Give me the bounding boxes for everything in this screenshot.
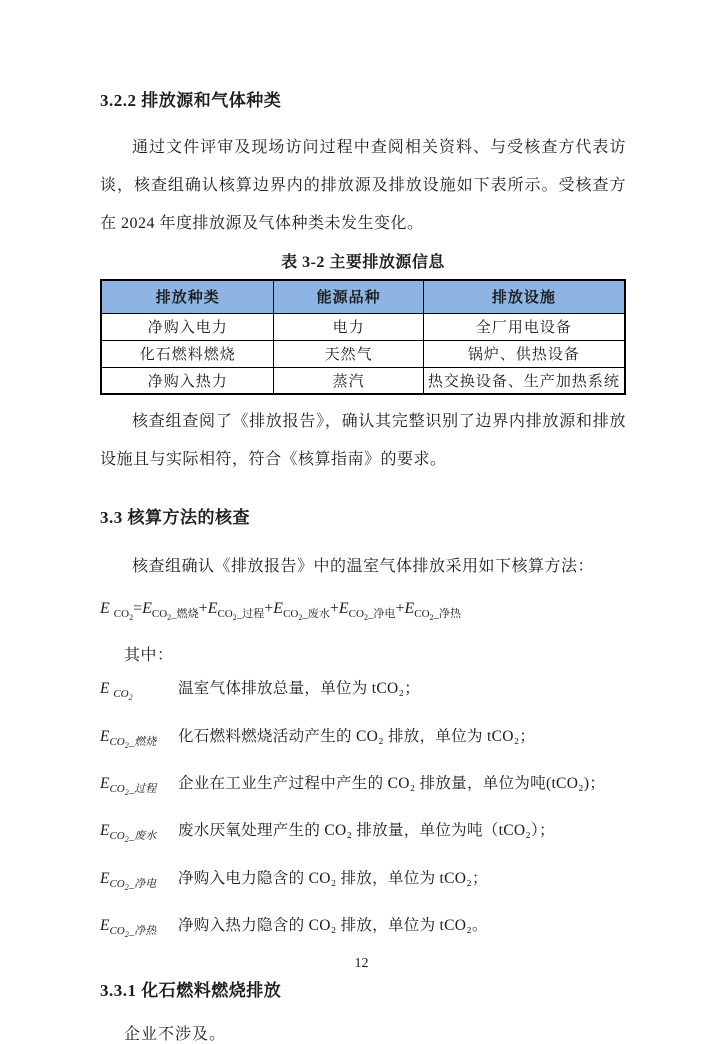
definition-symbol	[100, 723, 178, 759]
formula-symbol-subscript: CO2_净电	[348, 608, 396, 623]
page-number: 12	[354, 956, 369, 971]
table-header-cell: 能源品种	[274, 280, 423, 313]
formula-symbol-base: E	[100, 916, 110, 934]
definition-description: 废水厌氧处理产生的 CO₂ 排放量，单位为吨（tCO₂）；	[178, 822, 555, 840]
formula-symbol-subscript: CO2_废水	[109, 830, 157, 845]
table-header-cell: 排放种类	[101, 280, 274, 313]
formula-symbol-subscript: CO2	[113, 608, 134, 623]
definition-description: 化石燃料燃烧活动产生的 CO₂ 排放，单位为 tCO₂；	[178, 727, 536, 745]
definition-description: 净购入电力隐含的 CO₂ 排放，单位为 tCO₂；	[178, 869, 488, 887]
table-header-cell: 排放设施	[423, 280, 625, 313]
definitions-list	[100, 675, 626, 948]
formula-symbol-subscript: CO2_过程	[217, 608, 265, 623]
table-cell: 净购入电力	[101, 313, 274, 340]
definition-row	[100, 865, 626, 901]
table-cell: 电力	[274, 313, 423, 340]
table-cell: 热交换设备、生产加热系统	[423, 367, 625, 394]
formula-symbol-subscript: CO2_净热	[414, 608, 462, 623]
emission-formula: E $_{CO_2}=E_{CO_2\_燃烧}+E_{CO_2\_过程}+E_{CO_2\_废水}+E_{CO_2\_净电}+E_{CO_2\_净热}$	[100, 600, 462, 623]
emission-table-head-row	[101, 280, 625, 313]
definitions-lead: 其中：	[124, 647, 174, 665]
formula-symbol-subscript: CO2_燃烧	[109, 735, 157, 750]
table-row	[101, 313, 625, 340]
formula-symbol-base: E	[273, 600, 284, 617]
formula-symbol-subscript: CO2_过程	[109, 783, 157, 798]
formula-symbol-base: E	[100, 869, 110, 887]
paragraph-method-intro: 核查组确认《排放报告》中的温室气体排放采用如下核算方法：	[132, 558, 595, 575]
table-row	[101, 367, 625, 394]
definition-description: 温室气体排放总量，单位为 tCO₂；	[178, 680, 421, 698]
formula-symbol-subscript: CO2_燃烧	[151, 608, 199, 623]
definition-row	[100, 817, 626, 853]
table-row	[101, 340, 625, 367]
definition-symbol	[100, 770, 178, 806]
formula-symbol-subscript: CO2_净电	[109, 877, 157, 892]
paragraph-emission-sources: 通过文件评审及现场访问过程中查阅相关资料、与受核查方代表访谈，核查组确认核算边界内的排放源及排放设施如下表所示。受核查方在 2024 年度排放源及气体种类未发生变化。	[100, 139, 626, 232]
table-cell: 锅炉、供热设备	[423, 340, 625, 367]
table-caption: 表 3-2 主要排放源信息	[281, 254, 445, 271]
definition-symbol	[100, 817, 178, 853]
table-cell: 净购入热力	[101, 367, 274, 394]
definition-row	[100, 723, 626, 759]
formula-symbol-subscript: CO2_废水	[283, 608, 330, 623]
formula-symbol-base: E	[207, 600, 218, 617]
definition-row	[100, 770, 626, 806]
definition-symbol	[100, 675, 178, 711]
formula-symbol-base: E	[100, 727, 110, 745]
formula-symbol-base: E	[100, 774, 110, 792]
formula-symbol-base: E	[100, 680, 114, 698]
definition-description: 企业在工业生产过程中产生的 CO₂ 排放量，单位为吨(tCO₂)；	[178, 774, 606, 792]
paragraph-not-involved: 企业不涉及。	[124, 1026, 227, 1044]
formula-symbol-base: E	[100, 600, 114, 617]
table-cell: 蒸汽	[274, 367, 423, 394]
formula-symbol-subscript: CO2_净热	[109, 924, 157, 940]
table-cell: 天然气	[274, 340, 423, 367]
formula-symbol-base: E	[100, 822, 110, 840]
definition-row	[100, 912, 626, 948]
paragraph-report-review: 核查组查阅了《排放报告》，确认其完整识别了边界内排放源和排放设施且与实际相符，符合《核算指南》的要求。	[100, 413, 626, 468]
table-cell: 化石燃料燃烧	[101, 340, 274, 367]
definition-symbol	[100, 865, 178, 901]
formula-symbol-subscript: CO2	[113, 688, 133, 703]
section-heading-3-2-2: 3.2.2 排放源和气体种类	[100, 91, 282, 110]
definition-symbol	[100, 912, 178, 948]
formula-symbol-base: E	[404, 600, 415, 617]
section-heading-3-3-1: 3.3.1 化石燃料燃烧排放	[100, 981, 282, 1001]
formula-symbol-base: E	[142, 600, 152, 617]
emission-source-table	[100, 279, 626, 395]
definition-description: 净购入热力隐含的 CO₂ 排放，单位为 tCO₂。	[178, 916, 488, 934]
emission-table-body	[101, 313, 625, 394]
table-cell: 全厂用电设备	[423, 313, 625, 340]
formula-symbol-base: E	[338, 600, 349, 617]
section-heading-3-3: 3.3 核算方法的核查	[100, 508, 250, 527]
definition-row	[100, 675, 626, 711]
